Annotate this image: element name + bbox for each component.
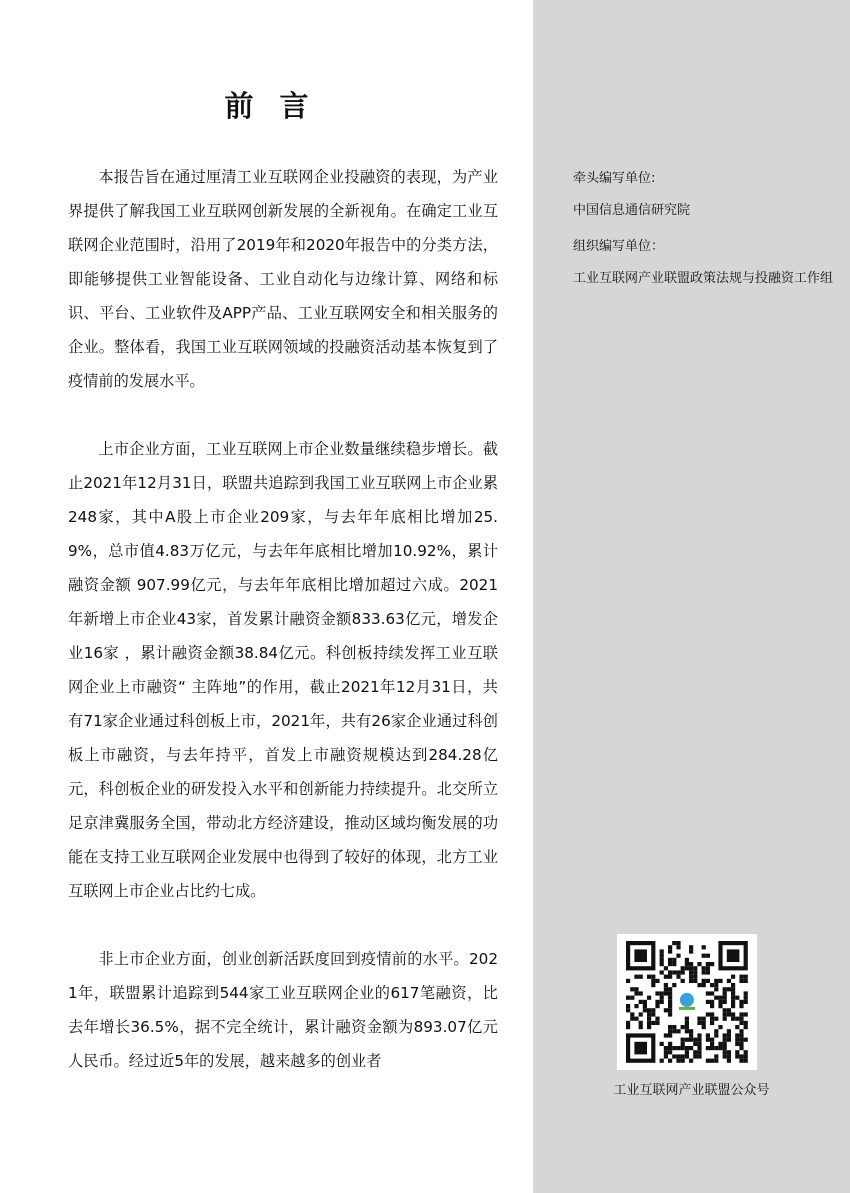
- credits-block: [573, 165, 843, 301]
- lead-editor-value: 中国信息通信研究院: [573, 203, 691, 218]
- body-text: [68, 160, 498, 1112]
- org-editor-value: 工业互联网产业联盟政策法规与投融资工作组: [573, 271, 834, 286]
- paragraph-unlisted: 非上市企业方面，创业创新活跃度回到疫情前的水平。2021年，联盟累计追踪到544家工业互联网企业的617笔融资，比去年增长36.5%，据不完全统计，累计融资金额为893.07亿元人民币。经过近5年的发展，越来越多的创业者: [68, 950, 498, 1070]
- org-editor-label: 组织编写单位：: [573, 239, 665, 254]
- page-title: 前言: [224, 89, 335, 123]
- paragraph-listed: 上市企业方面，工业互联网上市企业数量继续稳步增长。截止2021年12月31日，联盟共追踪到我国工业互联网上市企业累248家，其中A股上市企业209家，与去年年底相比增加25.9%，总市值4.83万亿元，与去年年底相比增加10.92%，累计融资金额 907.99亿元，与去年年底相比增加超过六成。2021年新增上市企业43家，首发累计融资金额833.63亿元，增发企业16家 ，累计融资金额38.84亿元。科创板持续发挥工业互联网企业上市融资“ 主阵地”的作用，截止2021年12月31日，共有71家企业通过科创板上市，2021年，共有26家企业通过科创板上市融资，与去年持平，首发上市融资规模达到284.28亿元，科创板企业的研发投入水平和创新能力持续提升。北交所立足京津冀服务全国，带动北方经济建设，推动区域均衡发展的功能在支持工业互联网企业发展中也得到了较好的体现，北方工业互联网上市企业占比约七成。: [68, 440, 498, 900]
- lead-editor-label: 牵头编写单位:: [573, 171, 656, 186]
- qr-code-icon: [617, 934, 757, 1070]
- sidebar: [533, 0, 850, 1193]
- paragraph-intro: 本报告旨在通过厘清工业互联网企业投融资的表现，为产业界提供了解我国工业互联网创新发展的全新视角。在确定工业互联网企业范围时，沿用了2019年和2020年报告中的分类方法，即能够提供工业智能设备、工业自动化与边缘计算、网络和标识、平台、工业软件及APP产品、工业互联网安全和相关服务的企业。整体看，我国工业互联网领域的投融资活动基本恢复到了疫情前的发展水平。: [68, 168, 498, 390]
- qr-code-graphic: [617, 934, 757, 1070]
- qr-caption: 工业互联网产业联盟公众号: [613, 1083, 770, 1098]
